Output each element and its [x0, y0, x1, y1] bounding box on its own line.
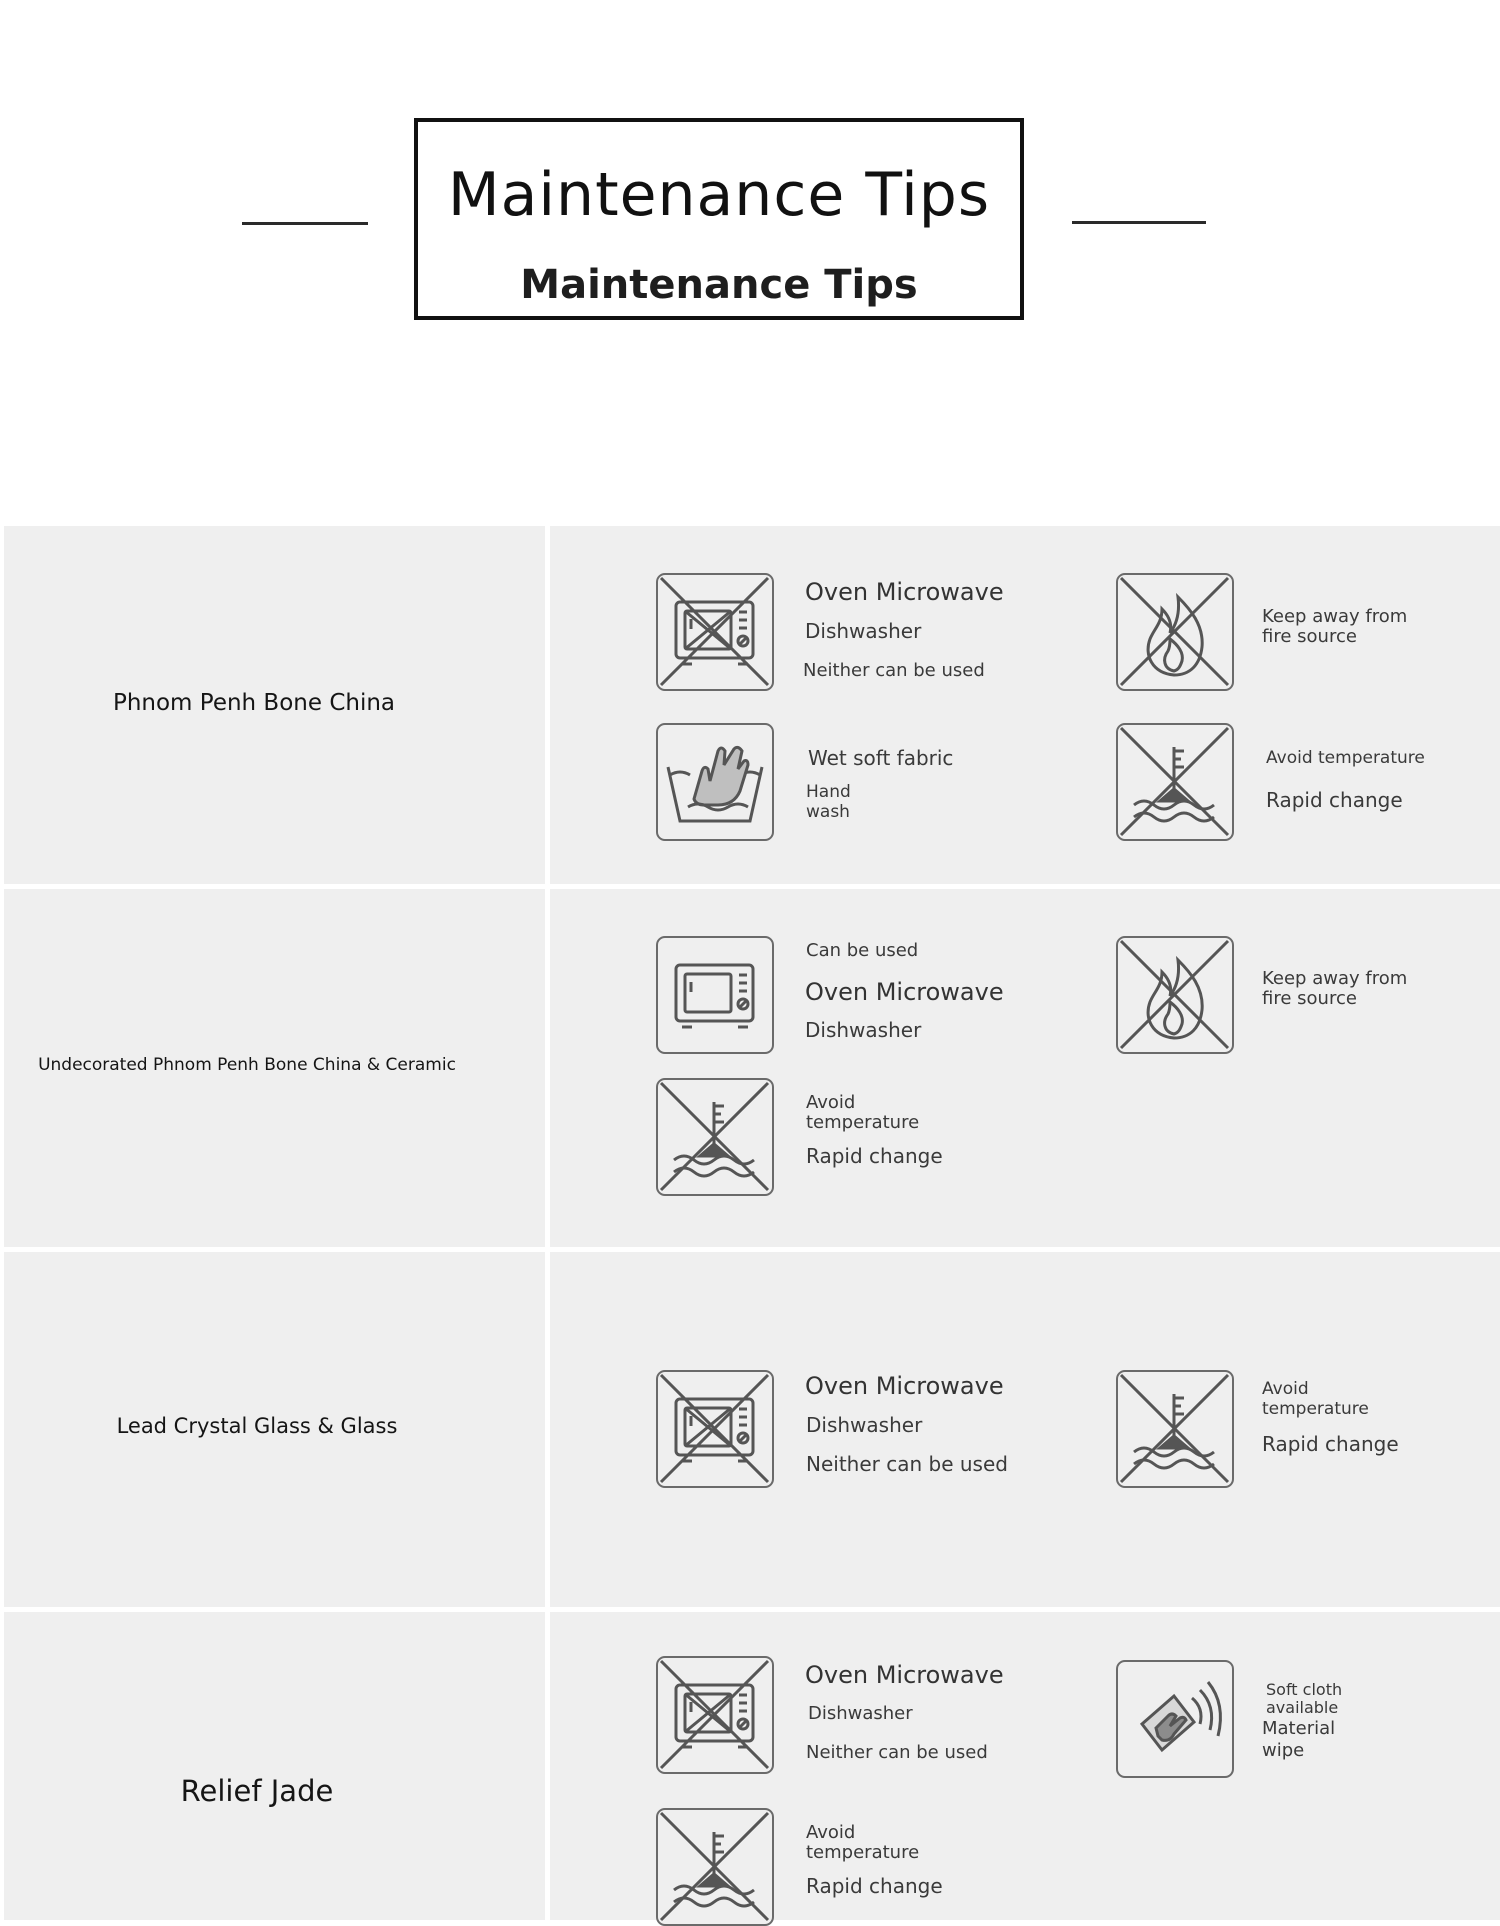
- no-temperature-change-icon: [656, 1808, 774, 1926]
- title-right-rule: [1072, 221, 1206, 224]
- tip-line: Avoid: [1262, 1379, 1309, 1399]
- no-fire-icon: [1116, 936, 1234, 1054]
- tip-line: Avoid temperature: [1266, 748, 1425, 768]
- tip-line: Neither can be used: [803, 660, 985, 681]
- title-frame: [414, 118, 1024, 320]
- row-4-material-cell: [4, 1612, 545, 1920]
- tip-line: Neither can be used: [806, 1452, 1008, 1476]
- tip-line: Oven Microwave: [805, 1372, 1004, 1400]
- tip-line: wash: [806, 802, 850, 822]
- tip-line: wipe: [1262, 1740, 1305, 1761]
- no-temperature-change-icon: [656, 1078, 774, 1196]
- tip-line: Keep away from: [1262, 968, 1408, 989]
- microwave-crossed-icon: [656, 573, 774, 691]
- tip-line: Avoid: [806, 1822, 856, 1843]
- tip-line: fire source: [1262, 988, 1357, 1009]
- tip-line: Oven Microwave: [805, 1661, 1004, 1689]
- tip-line: Can be used: [806, 940, 919, 961]
- tip-line: Dishwasher: [805, 619, 922, 643]
- tip-line: Avoid: [806, 1092, 856, 1113]
- tip-line: Wet soft fabric: [808, 746, 954, 770]
- tip-line: Soft cloth: [1266, 1680, 1343, 1699]
- microwave-crossed-icon: [656, 1370, 774, 1488]
- no-temperature-change-icon: [1116, 1370, 1234, 1488]
- tip-line: Neither can be used: [806, 1742, 988, 1763]
- tip-line: Keep away from: [1262, 606, 1408, 627]
- tip-line: temperature: [806, 1112, 920, 1133]
- material-name: Phnom Penh Bone China: [112, 690, 396, 716]
- material-name: Relief Jade: [180, 1774, 334, 1808]
- tip-line: fire source: [1262, 626, 1357, 647]
- material-name: Lead Crystal Glass & Glass: [116, 1414, 398, 1438]
- microwave-icon: [656, 936, 774, 1054]
- title-left-rule: [242, 222, 368, 225]
- tip-line: Oven Microwave: [805, 578, 1004, 606]
- tip-line: Dishwasher: [808, 1703, 913, 1724]
- soft-cloth-wipe-icon: [1116, 1660, 1234, 1778]
- microwave-crossed-icon: [656, 1656, 774, 1774]
- tip-line: Dishwasher: [805, 1018, 922, 1042]
- page-subtitle: Maintenance Tips: [520, 262, 918, 308]
- tip-line: Oven Microwave: [805, 978, 1004, 1006]
- tip-line: Dishwasher: [806, 1413, 923, 1437]
- tip-line: Rapid change: [806, 1144, 943, 1168]
- material-name: Undecorated Phnom Penh Bone China & Ceramic: [38, 1055, 456, 1075]
- tip-line: Rapid change: [1266, 788, 1403, 812]
- tip-line: Material: [1262, 1718, 1336, 1739]
- tip-line: temperature: [1262, 1399, 1369, 1419]
- tip-line: Rapid change: [1262, 1432, 1399, 1456]
- page-title: Maintenance Tips: [447, 160, 991, 230]
- tip-line: Hand: [806, 782, 851, 802]
- hand-wash-icon: [656, 723, 774, 841]
- tip-line: Rapid change: [806, 1874, 943, 1898]
- no-temperature-change-icon: [1116, 723, 1234, 841]
- tip-line: temperature: [806, 1842, 920, 1863]
- no-fire-icon: [1116, 573, 1234, 691]
- tip-line: available: [1266, 1698, 1339, 1717]
